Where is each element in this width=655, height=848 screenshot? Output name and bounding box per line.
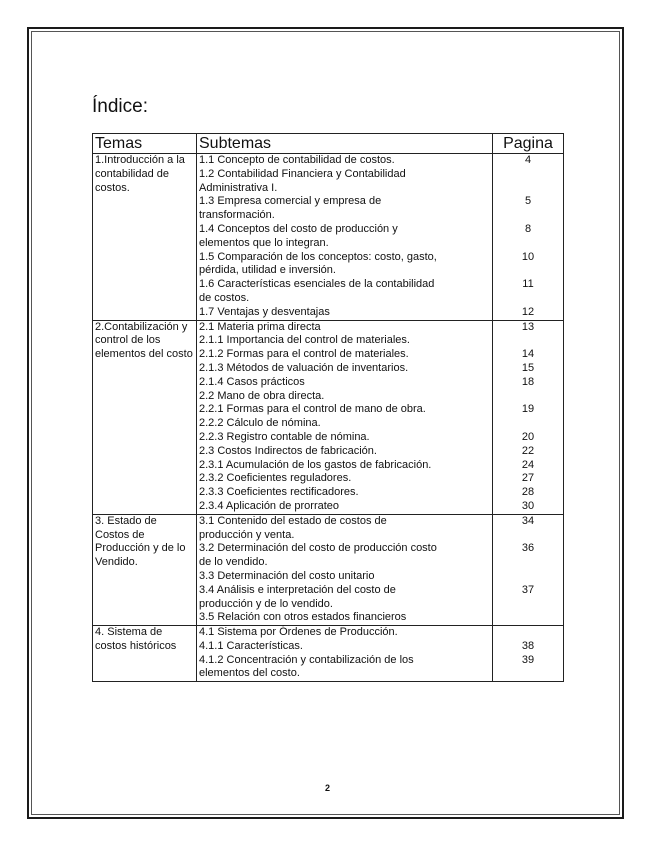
page-ref: 11	[522, 278, 534, 291]
page-ref: 37	[521, 583, 535, 596]
subtema-line: 3.2 Determinación del costo de producción costo	[199, 542, 437, 555]
page-ref	[495, 417, 561, 431]
subtema-line: producción y venta.	[199, 528, 295, 541]
subtema-line: 2.2.3 Registro contable de nómina.	[199, 430, 370, 443]
subtema-line: 2.1.4 Casos prácticos	[199, 375, 305, 388]
subtema-line: de lo vendido.	[199, 556, 268, 569]
page-ref-spacer	[495, 598, 561, 612]
subtema-line: producción y de lo vendido.	[199, 597, 333, 610]
section-row	[93, 154, 564, 321]
subtema-line: 2.2.1 Formas para el control de mano de obra.	[199, 403, 426, 416]
header-subtemas: Subtemas	[197, 134, 493, 154]
subtema-line: 4.1.1 Características.	[199, 639, 303, 652]
page-ref	[495, 570, 561, 584]
page-ref-spacer	[495, 237, 561, 251]
page-ref: 14	[521, 348, 535, 361]
page-ref: 28	[521, 486, 535, 499]
page-ref	[495, 168, 561, 182]
header-temas: Temas	[93, 134, 197, 154]
page-ref	[495, 626, 561, 640]
page-ref: 24	[521, 458, 535, 471]
subtema-line: 2.2.2 Cálculo de nómina.	[199, 417, 321, 430]
subtema-line: 2.3.1 Acumulación de los gastos de fabricación.	[199, 458, 432, 471]
subtema-line: 1.6 Características esenciales de la contabilidad	[199, 278, 435, 291]
page-ref: 4	[524, 154, 532, 166]
page-ref	[495, 334, 561, 348]
subtema-line: 1.3 Empresa comercial y empresa de	[199, 195, 382, 208]
subtema-line: 3.1 Contenido del estado de costos de	[199, 514, 387, 527]
page-number: 2	[324, 783, 330, 793]
page-ref: 19	[521, 403, 535, 416]
section-pages	[493, 626, 564, 682]
subtema-line: 2.3 Costos Indirectos de fabricación.	[199, 444, 377, 457]
index-heading: Índice:	[92, 96, 148, 117]
subtema-line: 3.3 Determinación del costo unitario	[199, 569, 375, 582]
page-ref: 38	[521, 639, 535, 652]
page-ref	[495, 611, 561, 625]
section-pages	[493, 154, 564, 321]
index-body	[93, 154, 564, 682]
subtema-line: 3.5 Relación con otros estados financieros	[199, 611, 407, 624]
subtema-line: 2.1.1 Importancia del control de materiales.	[199, 334, 410, 347]
section-subtemas	[197, 154, 493, 321]
subtema-line: 2.3.4 Aplicación de prorrateo	[199, 499, 340, 512]
subtema-line: 2.1 Materia prima directa	[199, 320, 321, 333]
subtema-line: de costos.	[199, 291, 250, 304]
subtema-line: 2.1.3 Métodos de valuación de inventarios.	[199, 361, 409, 374]
subtema-line: elementos que lo integran.	[199, 236, 329, 249]
page-ref: 12	[521, 305, 535, 318]
subtema-line: 1.5 Comparación de los conceptos: costo, gasto,	[199, 250, 437, 263]
subtema-line: pérdida, utilidad e inversión.	[199, 264, 336, 277]
page-ref: 22	[521, 444, 535, 457]
page-ref: 5	[524, 195, 532, 208]
page-ref: 15	[521, 361, 535, 374]
section-row	[93, 514, 564, 625]
page-ref: 10	[521, 250, 535, 263]
page-ref-spacer	[495, 264, 561, 278]
page-ref: 13	[521, 320, 535, 333]
section-tema: 3. Estado de Costos de Producción y de lo Vendido.	[93, 514, 197, 625]
subtema-line: 2.3.2 Coeficientes reguladores.	[199, 472, 352, 485]
page-ref-spacer	[495, 556, 561, 570]
page-ref: 30	[521, 499, 535, 512]
subtema-line: transformación.	[199, 209, 275, 222]
header-row	[93, 134, 564, 154]
page-ref: 18	[521, 375, 535, 388]
page-ref: 34	[521, 514, 535, 527]
page-ref	[495, 390, 561, 404]
page-ref: 20	[521, 430, 535, 443]
page-ref-spacer	[495, 667, 561, 681]
section-tema: 1.Introducción a la contabilidad de costos.	[93, 154, 197, 321]
section-row	[93, 320, 564, 514]
page-ref: 27	[521, 472, 535, 485]
subtema-line: 4.1.2 Concentración y contabilización de los	[199, 653, 414, 666]
page-ref: 8	[524, 222, 532, 235]
subtema-line: 1.4 Conceptos del costo de producción y	[199, 222, 398, 235]
section-subtemas	[197, 626, 493, 682]
subtema-line: Administrativa I.	[199, 181, 278, 194]
subtema-line: 2.2 Mano de obra directa.	[199, 389, 325, 402]
page-ref-spacer	[495, 182, 561, 196]
section-tema: 4. Sistema de costos históricos	[93, 626, 197, 682]
subtema-line: elementos del costo.	[199, 667, 300, 680]
subtema-line: 4.1 Sistema por Órdenes de Producción.	[199, 626, 398, 639]
page-ref-spacer	[495, 529, 561, 543]
subtema-line: 1.7 Ventajas y desventajas	[199, 305, 330, 318]
page-ref: 36	[521, 542, 535, 555]
subtema-line: 1.1 Concepto de contabilidad de costos.	[199, 154, 395, 166]
subtema-line: 2.1.2 Formas para el control de materiales.	[199, 348, 409, 361]
section-subtemas	[197, 514, 493, 625]
subtema-line: 1.2 Contabilidad Financiera y Contabilidad	[199, 167, 406, 180]
page-ref: 39	[521, 653, 535, 666]
page-ref-spacer	[495, 292, 561, 306]
section-subtemas	[197, 320, 493, 514]
section-row	[93, 626, 564, 682]
subtema-line: 3.4 Análisis e interpretación del costo de	[199, 583, 396, 596]
section-tema: 2.Contabilización y control de los elementos del costo	[93, 320, 197, 514]
section-pages	[493, 514, 564, 625]
section-pages	[493, 320, 564, 514]
subtema-line: 2.3.3 Coeficientes rectificadores.	[199, 486, 359, 499]
page-ref-spacer	[495, 209, 561, 223]
header-pagina: Pagina	[493, 134, 564, 154]
index-table	[92, 133, 564, 682]
